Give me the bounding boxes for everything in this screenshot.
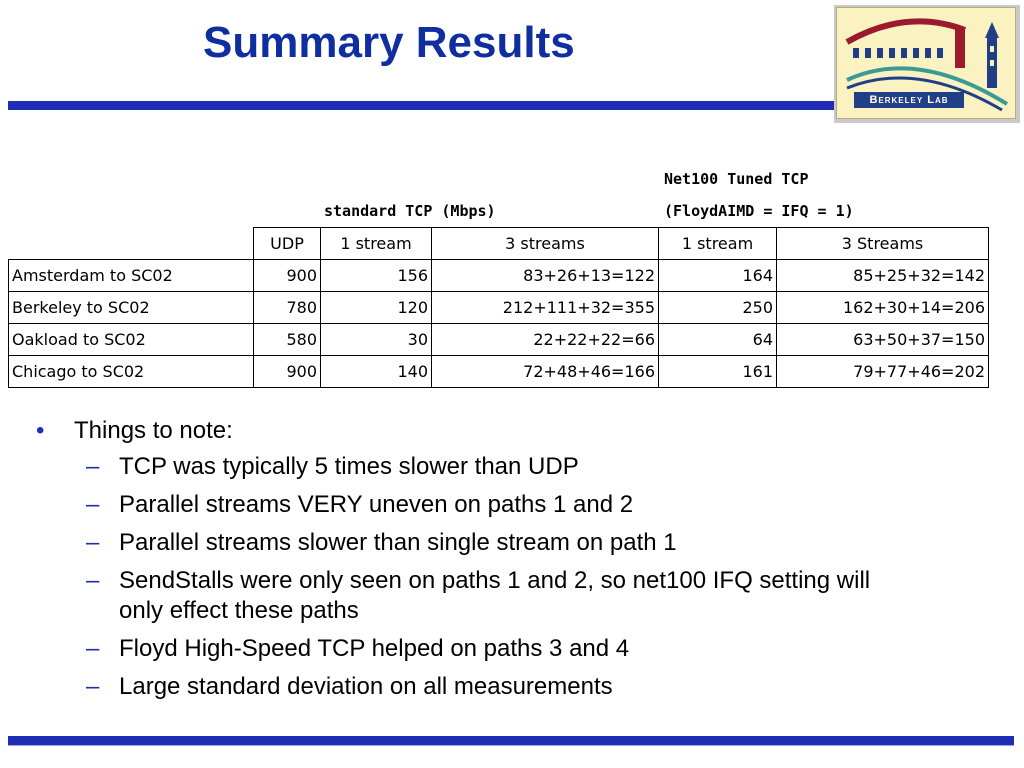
dash-icon: –	[86, 453, 100, 480]
list-item	[36, 672, 936, 702]
bullet-icon: •	[36, 417, 45, 444]
row-label: Oakload to SC02	[9, 324, 254, 356]
note-text: SendStalls were only seen on paths 1 and 2, so net100 IFQ setting will only effect these paths	[119, 567, 871, 624]
row-label: Chicago to SC02	[9, 356, 254, 388]
slide-title: Summary Results	[203, 18, 575, 67]
table-cell: 162+30+14=206	[777, 292, 989, 324]
note-text: Parallel streams VERY uneven on paths 1 and 2	[119, 491, 634, 518]
note-text: Floyd High-Speed TCP helped on paths 3 and 4	[119, 635, 630, 662]
footer-divider	[8, 736, 1014, 745]
footer-divider-shadow	[8, 745, 1014, 746]
table-cell: 580	[254, 324, 321, 356]
berkeley-lab-logo	[836, 7, 1016, 119]
list-item	[36, 452, 936, 482]
results-table	[8, 227, 989, 388]
notes-heading: Things to note:	[74, 417, 233, 444]
table-cell: 85+25+32=142	[777, 260, 989, 292]
column-header: 1 stream	[321, 228, 432, 260]
table-row	[9, 260, 989, 292]
list-item	[36, 528, 936, 558]
table-cell: 900	[254, 260, 321, 292]
table-cell: 156	[321, 260, 432, 292]
notes-list	[36, 416, 936, 710]
dash-icon: –	[86, 567, 100, 594]
dash-icon: –	[86, 635, 100, 662]
title-divider	[8, 101, 834, 110]
column-header: 3 Streams	[777, 228, 989, 260]
table-header-row	[9, 228, 989, 260]
note-text: TCP was typically 5 times slower than UDP	[119, 453, 579, 480]
table-cell: 30	[321, 324, 432, 356]
tuned-tcp-header-line2: (FloydAIMD = IFQ = 1)	[664, 202, 854, 220]
table-row	[9, 292, 989, 324]
note-text: Large standard deviation on all measurements	[119, 673, 613, 700]
list-item	[36, 490, 936, 520]
table-row	[9, 324, 989, 356]
table-cell: 212+111+32=355	[432, 292, 659, 324]
table-cell: 63+50+37=150	[777, 324, 989, 356]
table-cell: 22+22+22=66	[432, 324, 659, 356]
row-label: Berkeley to SC02	[9, 292, 254, 324]
table-row	[9, 356, 989, 388]
table-cell: 161	[659, 356, 777, 388]
logo-wordmark: Berkeley Lab	[854, 92, 964, 108]
dash-icon: –	[86, 529, 100, 556]
list-item	[36, 566, 879, 626]
table-cell: 64	[659, 324, 777, 356]
tuned-tcp-header-line1: Net100 Tuned TCP	[664, 170, 809, 188]
table-cell: 900	[254, 356, 321, 388]
standard-tcp-header: standard TCP (Mbps)	[324, 202, 496, 220]
table-cell: 780	[254, 292, 321, 324]
table-cell: 72+48+46=166	[432, 356, 659, 388]
dash-icon: –	[86, 491, 100, 518]
header-blank-cell	[9, 228, 254, 260]
note-text: Parallel streams slower than single stream on path 1	[119, 529, 677, 556]
table-cell: 120	[321, 292, 432, 324]
list-item	[36, 634, 936, 664]
dash-icon: –	[86, 673, 100, 700]
column-header: UDP	[254, 228, 321, 260]
table-cell: 140	[321, 356, 432, 388]
row-label: Amsterdam to SC02	[9, 260, 254, 292]
list-item	[36, 416, 936, 446]
table-cell: 164	[659, 260, 777, 292]
table-cell: 79+77+46=202	[777, 356, 989, 388]
table-cell: 250	[659, 292, 777, 324]
column-header: 3 streams	[432, 228, 659, 260]
column-header: 1 stream	[659, 228, 777, 260]
table-cell: 83+26+13=122	[432, 260, 659, 292]
